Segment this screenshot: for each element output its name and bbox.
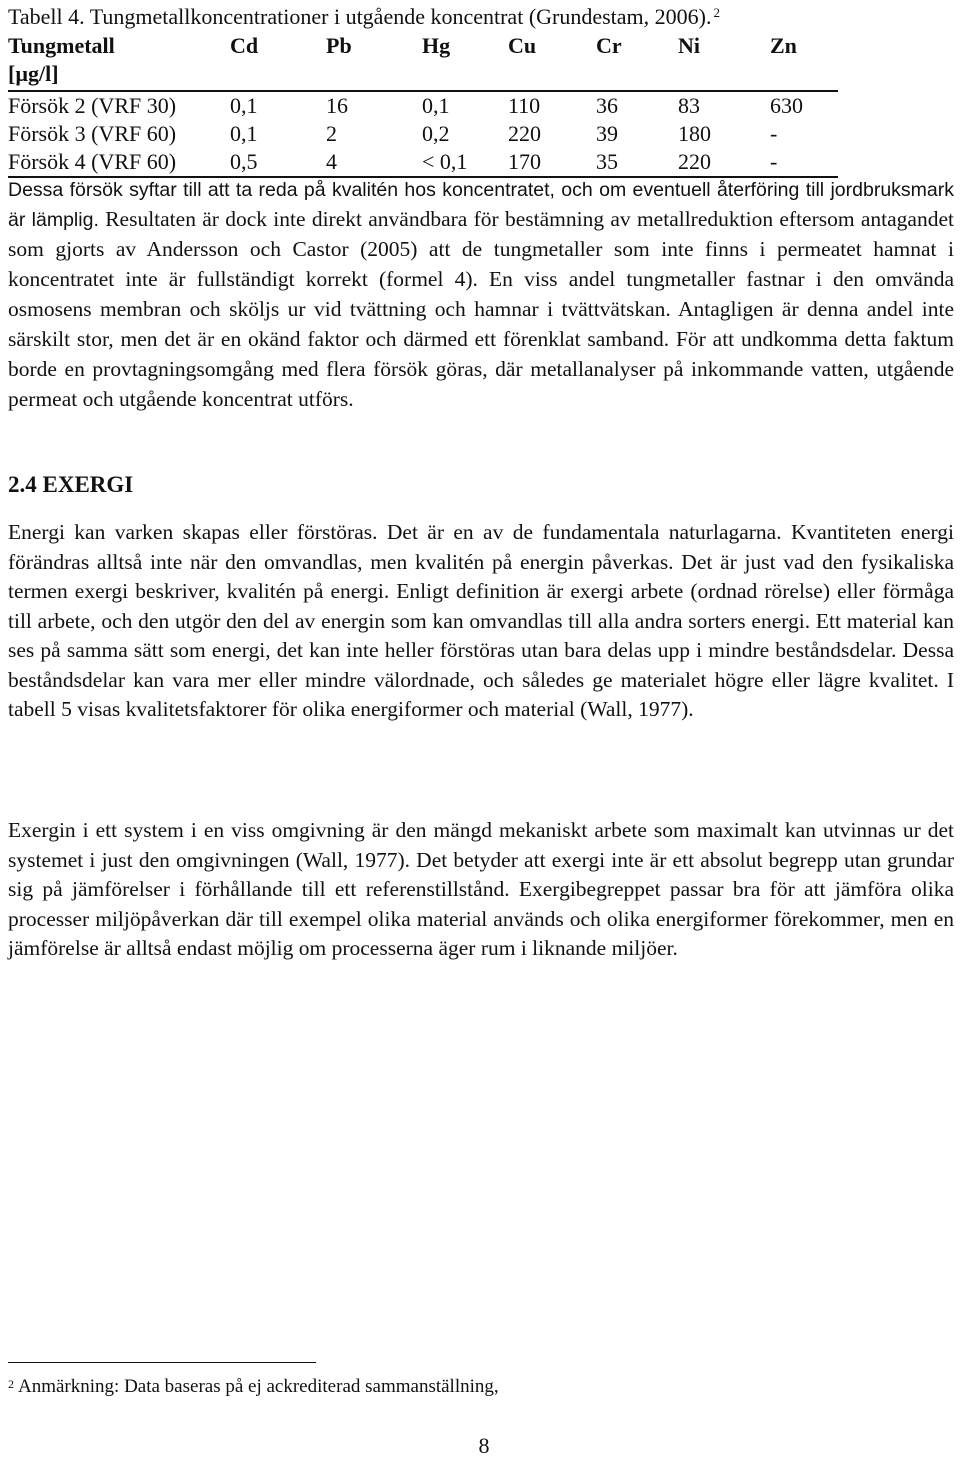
cell-zn: - bbox=[770, 121, 778, 146]
header-ni: Ni bbox=[678, 33, 700, 58]
header-cd: Cd bbox=[230, 33, 259, 58]
cell-zn: - bbox=[770, 148, 838, 177]
cell-pb: 4 bbox=[326, 148, 422, 177]
cell-ni: 180 bbox=[678, 121, 711, 146]
footnote bbox=[8, 1372, 499, 1402]
cell-hg: 0,1 bbox=[422, 93, 450, 118]
table-caption-text: Tabell 4. Tungmetallkoncentrationer i utgående koncentrat (Grundestam, 2006). bbox=[8, 4, 712, 29]
paragraph-test-discussion bbox=[8, 176, 954, 415]
footnote-mark: 2 bbox=[8, 1377, 14, 1391]
table-unit-row bbox=[8, 60, 838, 91]
cell-cr: 36 bbox=[596, 93, 618, 118]
header-pb: Pb bbox=[326, 33, 352, 58]
table-row bbox=[8, 148, 838, 177]
table-row bbox=[8, 120, 838, 148]
paragraph-exergy-system: Exergin i ett system i en viss omgivning är den mängd mekaniskt arbete som maximalt kan utvinnas ur det systemet i just den omgivningen (Wall, 1977). Det betyder att exergi inte är ett absolut begrepp utan grundar sig på jämförelser i förhållande till ett referenstillstånd. Exergibegreppet passar bra för att jämföra olika processer miljöpåverkan där till exempel olika material används och olika energiformer förekommer, men en jämförelse är alltså endast möjlig om processerna äger rum i liknande miljöer. bbox=[8, 818, 954, 960]
header-zn: Zn bbox=[770, 33, 797, 58]
heavy-metal-table bbox=[8, 32, 838, 178]
row-label: Försök 2 (VRF 30) bbox=[8, 93, 177, 118]
header-cu: Cu bbox=[508, 33, 537, 58]
header-hg: Hg bbox=[422, 33, 451, 58]
header-tungmetall: Tungmetall bbox=[8, 33, 115, 58]
cell-cd: 0,1 bbox=[230, 121, 258, 146]
row-label: Försök 3 (VRF 60) bbox=[8, 121, 177, 146]
cell-cd: 0,1 bbox=[230, 93, 258, 118]
footnote-divider bbox=[8, 1362, 316, 1363]
paragraph-lead-text: Dessa försök syftar till att ta reda på kvalitén hos koncentratet, och om eventuell återföring till jordbruksmark är lämplig. bbox=[8, 179, 954, 231]
cell-ni: 83 bbox=[678, 93, 700, 118]
cell-ni: 220 bbox=[678, 148, 770, 177]
cell-cu: 110 bbox=[508, 93, 541, 118]
footnote-text: Anmärkning: Data baseras på ej ackrediterad sammanställning, bbox=[18, 1376, 499, 1397]
paragraph-energy: Energi kan varken skapas eller förstöras. Det är en av de fundamentala naturlagarna. Kvantiteten energi förändras alltså inte när den omvandlas, men kvalitén på energin påverkas. Det är just vad den fysikaliska termen exergi beskriver, kvalitén på energi. Enligt definition är exergi arbete (ordnad rörelse) eller förmåga till arbete, och den utgör den del av energin som kan omvandlas till alla andra sorters energi. Ett material kan ses på samma sätt som energi, det kan inte heller förstöras utan bara delas upp i mindre beståndsdelar. Dessa beståndsdelar kan vara mer eller mindre välordnade, och således ge materialet högre eller lägre kvalitet. I tabell 5 visas kvalitetsfaktorer för olika energiformer och material (Wall, 1977). bbox=[8, 520, 954, 721]
header-unit: [µg/l] bbox=[8, 60, 230, 91]
cell-cr: 39 bbox=[596, 121, 618, 146]
cell-pb: 2 bbox=[326, 121, 337, 146]
table-header-row bbox=[8, 32, 838, 60]
cell-cu: 170 bbox=[508, 148, 596, 177]
section-heading-exergi: 2.4 EXERGI bbox=[8, 472, 134, 497]
cell-cd: 0,5 bbox=[230, 148, 326, 177]
cell-zn: 630 bbox=[770, 93, 803, 118]
table-caption bbox=[8, 2, 948, 32]
cell-cu: 220 bbox=[508, 121, 541, 146]
cell-cr: 35 bbox=[596, 148, 678, 177]
cell-pb: 16 bbox=[326, 93, 348, 118]
footnote-reference[interactable]: 2 bbox=[713, 5, 720, 20]
row-label: Försök 4 (VRF 60) bbox=[8, 148, 230, 177]
table-row bbox=[8, 91, 838, 120]
cell-hg: 0,2 bbox=[422, 121, 450, 146]
header-cr: Cr bbox=[596, 33, 622, 58]
page-number: 8 bbox=[478, 1433, 490, 1458]
cell-hg: < 0,1 bbox=[422, 148, 508, 177]
paragraph-body-text: Resultaten är dock inte direkt användbara för bestämning av metallreduktion eftersom antagandet som gjorts av Andersson och Castor (2005) att de tungmetaller som inte finns i permeatet hamnat i koncentratet inte är fullständigt korrekt (formel 4). En viss andel tungmetaller fastnar i den omvända osmosens membran och sköljs ur vid tvättning och hamnar i tvättvätskan. Antagligen är denna andel inte särskilt stor, men det är en okänd faktor och därmed ett förenklat samband. För att undkomma detta faktum borde en provtagningsomgång med flera försök göras, där metallanalyser på inkommande vatten, utgående permeat och utgående koncentrat utförs. bbox=[8, 207, 954, 411]
